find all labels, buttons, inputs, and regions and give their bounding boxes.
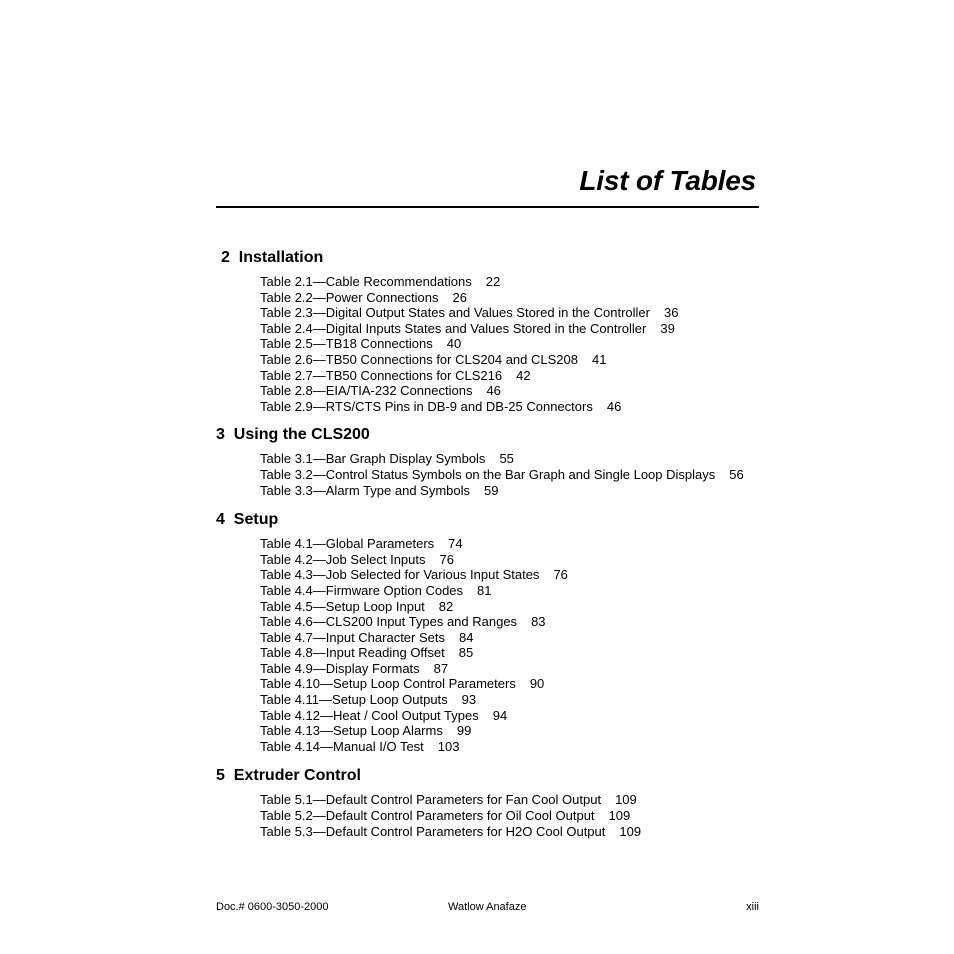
table-entry-page: 36 — [663, 305, 679, 321]
table-entry-link[interactable] — [260, 383, 776, 399]
table-entry-label: Table 4.13—Setup Loop Alarms — [260, 723, 443, 739]
table-entry-page: 83 — [531, 614, 546, 630]
table-entry-link[interactable] — [260, 552, 776, 568]
chapter-heading — [216, 246, 776, 270]
table-entry-link[interactable] — [260, 824, 776, 840]
table-entry-label: Table 2.9—RTS/CTS Pins in DB-9 and DB-25 Connectors — [260, 398, 593, 414]
table-entry-page: 84 — [459, 629, 474, 645]
table-entry-page: 46 — [486, 383, 501, 399]
table-entry-link[interactable] — [260, 808, 776, 824]
table-entry-link[interactable] — [260, 467, 776, 483]
chapter-heading — [216, 508, 776, 532]
table-entry-label: Table 5.2—Default Control Parameters for Oil Cool Output — [260, 808, 595, 824]
table-entry-link[interactable] — [260, 739, 776, 755]
table-entry-page: 56 — [729, 466, 744, 482]
table-entry-link[interactable] — [260, 583, 776, 599]
table-entry-label: Table 4.10—Setup Loop Control Parameters — [260, 676, 516, 692]
table-entry-label: Table 4.9—Display Formats — [260, 660, 420, 676]
table-entry-link[interactable] — [260, 305, 776, 321]
table-entry-label: Table 5.1—Default Control Parameters for Fan Cool Output — [260, 792, 602, 808]
table-entry-link[interactable] — [260, 723, 776, 739]
table-entry-label: Table 4.11—Setup Loop Outputs — [260, 692, 448, 708]
chapter-name: Setup — [233, 511, 279, 529]
table-entry-label: Table 5.3—Default Control Parameters for H2O Cool Output — [260, 823, 606, 839]
table-entry-page: 55 — [499, 451, 514, 467]
table-entry-label: Table 2.2—Power Connections — [260, 289, 439, 305]
page-title: List of Tables — [579, 165, 756, 196]
table-entry-page: 42 — [516, 367, 531, 383]
chapter-number: 5 — [216, 767, 225, 785]
table-entry-page: 46 — [606, 398, 622, 414]
chapter-name: Installation — [238, 249, 324, 266]
table-entry-page: 76 — [439, 551, 454, 567]
table-entry-link[interactable] — [260, 451, 776, 467]
table-entry-label: Table 4.12—Heat / Cool Output Types — [260, 707, 479, 723]
table-entry-link[interactable] — [260, 321, 776, 337]
chapter-5-section — [216, 764, 776, 839]
table-entry-label: Table 4.1—Global Parameters — [260, 536, 435, 552]
title-divider — [216, 206, 759, 208]
table-entry-link[interactable] — [260, 708, 776, 724]
table-entry-label: Table 2.8—EIA/TIA-232 Connections — [260, 383, 473, 399]
table-entry-page: 82 — [438, 598, 454, 614]
chapter-4-section — [216, 508, 776, 754]
table-entry-label: Table 4.7—Input Character Sets — [260, 629, 445, 645]
table-entry-page: 74 — [448, 536, 463, 552]
table-list — [260, 270, 776, 414]
table-entry-page: 87 — [433, 660, 449, 676]
table-entry-page: 99 — [456, 723, 472, 739]
table-entry-page: 26 — [452, 289, 467, 305]
chapter-number: 4 — [216, 511, 225, 529]
chapter-number: 2 — [221, 249, 230, 266]
table-entry-label: Table 2.1—Cable Recommendations — [260, 274, 472, 289]
chapter-number: 3 — [216, 426, 225, 444]
table-entry-link[interactable] — [260, 692, 776, 708]
table-entry-label: Table 3.2—Control Status Symbols on the Bar Graph and Single Loop Displays — [260, 466, 716, 482]
table-entry-link[interactable] — [260, 336, 776, 352]
table-of-contents — [216, 246, 776, 839]
table-entry-link[interactable] — [260, 536, 776, 552]
table-entry-page: 90 — [529, 676, 545, 692]
table-entry-label: Table 4.8—Input Reading Offset — [260, 645, 445, 661]
table-entry-page: 93 — [461, 692, 477, 708]
table-entry-page: 103 — [437, 738, 460, 754]
chapter-heading — [216, 764, 776, 788]
table-entry-page: 109 — [619, 823, 642, 839]
table-entry-link[interactable] — [260, 661, 776, 677]
chapter-3-section — [216, 423, 776, 498]
table-entry-label: Table 2.3—Digital Output States and Values Stored in the Controller — [260, 305, 650, 321]
table-entry-link[interactable] — [260, 567, 776, 583]
table-entry-link[interactable] — [260, 352, 776, 368]
table-entry-label: Table 4.4—Firmware Option Codes — [260, 582, 464, 598]
footer-doc-number: Doc.# 0600-3050-2000 — [216, 901, 329, 913]
table-entry-label: Table 2.7—TB50 Connections for CLS216 — [260, 367, 503, 383]
table-entry-label: Table 2.6—TB50 Connections for CLS204 and CLS208 — [260, 351, 578, 367]
table-entry-link[interactable] — [260, 290, 776, 306]
footer-company: Watlow Anafaze — [448, 901, 527, 913]
table-entry-page: 22 — [485, 274, 501, 289]
table-entry-label: Table 4.5—Setup Loop Input — [260, 598, 425, 614]
table-entry-label: Table 2.5—TB18 Connections — [260, 336, 433, 352]
table-entry-link[interactable] — [260, 792, 776, 808]
table-entry-page: 76 — [553, 567, 568, 583]
table-list — [260, 447, 776, 498]
table-entry-link[interactable] — [260, 399, 776, 415]
table-entry-page: 40 — [446, 336, 462, 352]
table-entry-label: Table 2.4—Digital Inputs States and Values Stored in the Controller — [260, 320, 647, 336]
table-entry-link[interactable] — [260, 645, 776, 661]
chapter-2-section — [216, 246, 776, 414]
table-entry-page: 41 — [591, 351, 607, 367]
table-entry-link[interactable] — [260, 630, 776, 646]
chapter-name: Using the CLS200 — [233, 426, 370, 444]
table-entry-link[interactable] — [260, 599, 776, 615]
table-entry-page: 109 — [615, 792, 637, 808]
table-list — [260, 532, 776, 754]
footer-page-number: xiii — [746, 901, 759, 913]
table-entry-link[interactable] — [260, 274, 776, 290]
table-entry-page: 39 — [660, 320, 675, 336]
table-entry-link[interactable] — [260, 483, 776, 499]
table-list — [260, 788, 776, 839]
chapter-heading — [216, 423, 776, 447]
chapter-name: Extruder Control — [233, 767, 361, 785]
table-entry-label: Table 3.1—Bar Graph Display Symbols — [260, 451, 486, 467]
table-entry-link[interactable] — [260, 676, 776, 692]
table-entry-label: Table 4.6—CLS200 Input Types and Ranges — [260, 614, 518, 630]
table-entry-label: Table 4.3—Job Selected for Various Input States — [260, 567, 540, 583]
table-entry-label: Table 3.3—Alarm Type and Symbols — [260, 482, 471, 498]
table-entry-link[interactable] — [260, 614, 776, 630]
table-entry-page: 94 — [492, 707, 508, 723]
table-entry-page: 85 — [458, 645, 474, 661]
table-entry-link[interactable] — [260, 368, 776, 384]
table-entry-page: 59 — [484, 482, 499, 498]
table-entry-label: Table 4.2—Job Select Inputs — [260, 551, 426, 567]
table-entry-label: Table 4.14—Manual I/O Test — [260, 738, 424, 754]
table-entry-page: 81 — [477, 582, 492, 598]
table-entry-page: 109 — [608, 808, 631, 824]
